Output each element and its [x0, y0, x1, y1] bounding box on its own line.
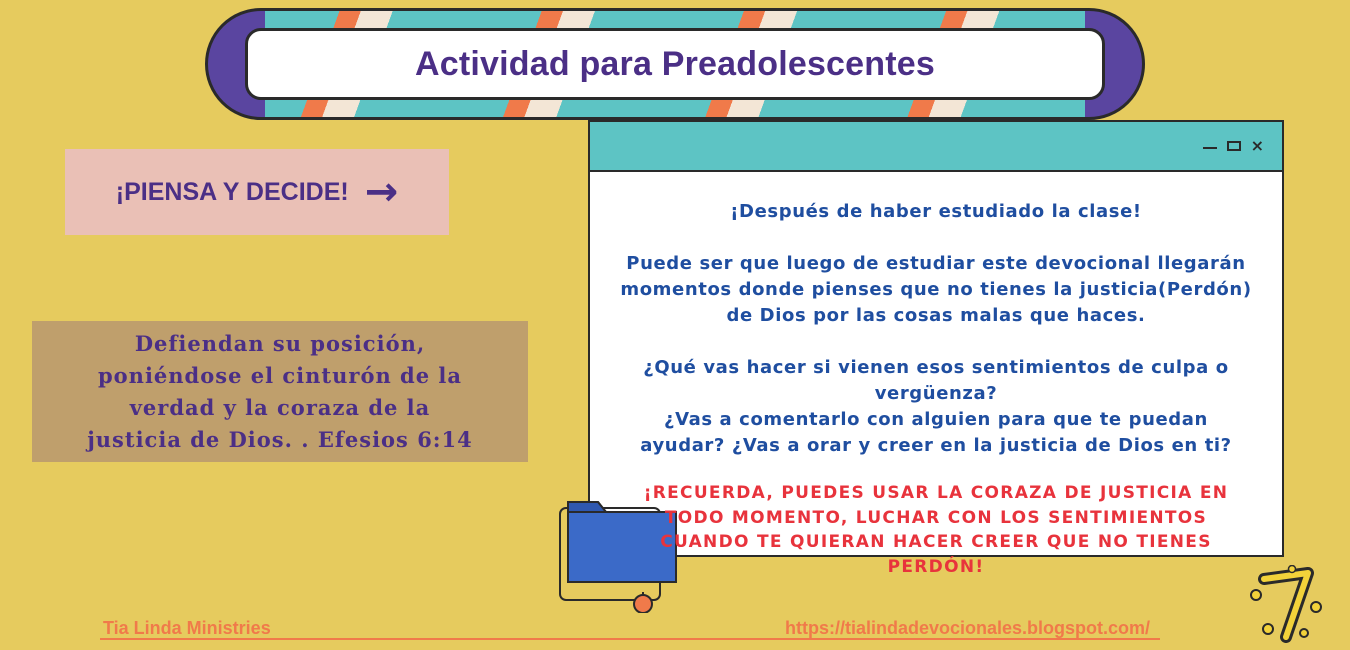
reminder-line: CUANDO TE QUIERAN HACER CREER QUE NO TIENES [660, 532, 1212, 552]
reminder-text [588, 481, 1284, 579]
paragraph-2 [590, 355, 1282, 459]
maximize-icon[interactable] [1227, 141, 1241, 151]
banner-card [245, 28, 1105, 100]
page-title: Actividad para Preadolescentes [414, 44, 935, 83]
window-controls [1203, 136, 1264, 155]
arrow-right-icon: → [364, 169, 399, 215]
verse-text [87, 328, 473, 456]
close-icon[interactable]: × [1250, 136, 1264, 155]
text-line: momentos donde pienses que no tienes la justicia(Perdón) [620, 279, 1252, 300]
verse-line: justicia de Dios. . Efesios 6:14 [87, 426, 473, 452]
footer-link[interactable]: https://tialindadevocionales.blogspot.com/ [785, 618, 1151, 638]
verse-line: Defiendan su posición, [134, 330, 426, 356]
reminder-line: PERDÓN! [887, 556, 985, 577]
title-banner [205, 8, 1145, 120]
verse-line: poniéndose el cinturón de la [97, 362, 462, 388]
think-decide-label: ¡PIENSA Y DECIDE! [115, 177, 349, 206]
window-titlebar [590, 122, 1282, 172]
text-line: Puede ser que luego de estudiar este devocional llegarán [626, 253, 1246, 274]
text-line: ¿Qué vas hacer si vienen esos sentimientos de culpa o [643, 357, 1229, 378]
think-decide-button[interactable] [65, 149, 449, 235]
verse-line: verdad y la coraza de la [129, 394, 431, 420]
minimize-icon[interactable] [1203, 147, 1217, 149]
text-line: de Dios por las cosas malas que haces. [726, 305, 1146, 326]
footer-brand: Tia Linda Ministries [103, 618, 271, 638]
window-content [590, 172, 1282, 485]
text-line: vergüenza? [874, 383, 998, 404]
seven-logo-icon [1246, 565, 1326, 643]
verse-box [32, 321, 528, 462]
intro-text: ¡Después de haber estudiado la clase! [730, 201, 1142, 222]
reminder-line: TODO MOMENTO, LUCHAR CON LOS SENTIMIENTOS [664, 507, 1208, 528]
paragraph-1 [590, 251, 1282, 329]
reminder-line: ¡RECUERDA, PUEDES USAR LA CORAZA DE JUSTICIA EN [643, 483, 1229, 503]
text-line: ayudar? ¿Vas a orar y creer en la justicia de Dios en ti? [640, 435, 1232, 456]
text-line: ¿Vas a comentarlo con alguien para que te puedan [664, 409, 1208, 430]
